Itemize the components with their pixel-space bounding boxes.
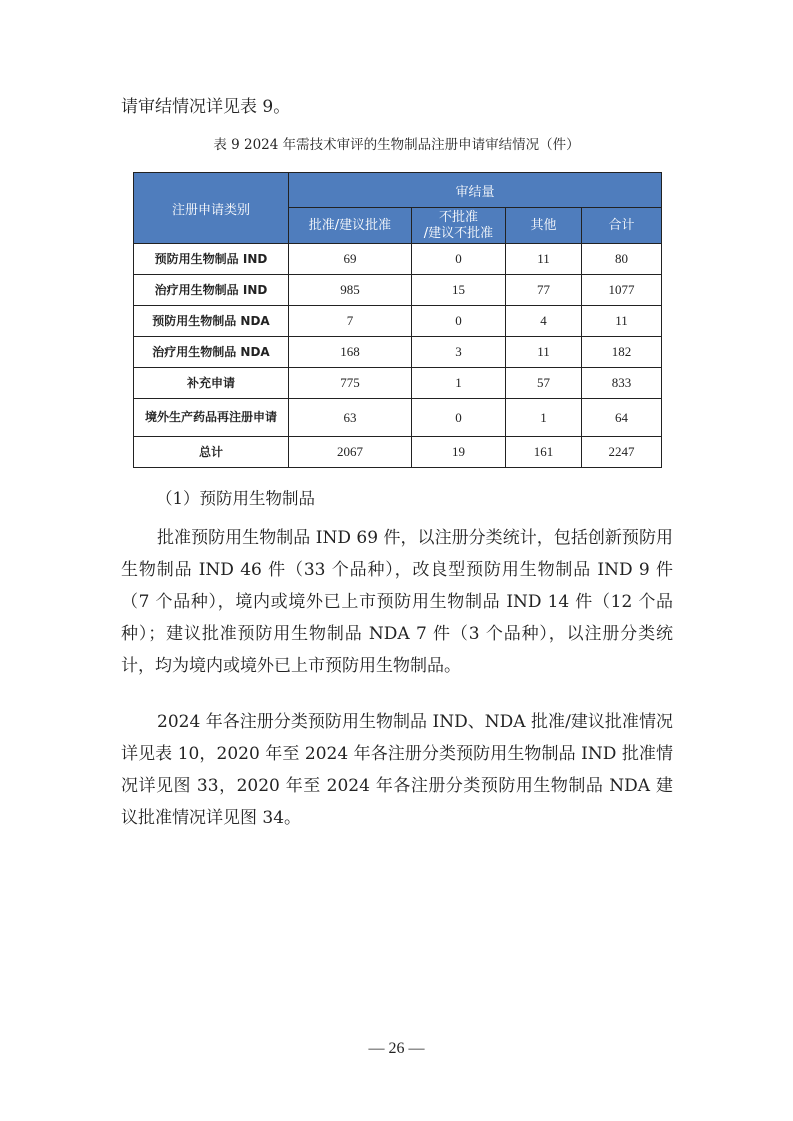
row-category: 总计 <box>134 437 289 468</box>
table-row <box>134 244 662 275</box>
header-other: 其他 <box>506 208 582 244</box>
cell-other: 4 <box>506 306 582 337</box>
paragraph-1 <box>121 522 673 682</box>
table-row-total <box>134 437 662 468</box>
cell-approve: 63 <box>289 399 412 437</box>
cell-reject: 1 <box>412 368 506 399</box>
paragraph-2-text: 2024 年各注册分类预防用生物制品 IND、NDA 批准/建议批准情况详见表 10，2020 年至 2024 年各注册分类预防用生物制品 IND 批准情况详见图 33，2020 年至 2024 年各注册分类预防用生物制品 NDA 建议批准情况详见图 34。 <box>121 712 673 828</box>
section-title: （1）预防用生物制品 <box>156 489 315 508</box>
cell-approve: 168 <box>289 337 412 368</box>
cell-total: 64 <box>582 399 662 437</box>
cell-other: 11 <box>506 244 582 275</box>
cell-reject: 0 <box>412 244 506 275</box>
table-row <box>134 275 662 306</box>
cell-total: 2247 <box>582 437 662 468</box>
header-approve: 批准/建议批准 <box>289 208 412 244</box>
cell-approve: 775 <box>289 368 412 399</box>
header-category: 注册申请类别 <box>134 173 289 244</box>
cell-other: 161 <box>506 437 582 468</box>
header-total: 合计 <box>582 208 662 244</box>
intro-line: 请审结情况详见表 9。 <box>121 97 291 117</box>
row-category: 治疗用生物制品 IND <box>134 275 289 306</box>
cell-other: 11 <box>506 337 582 368</box>
row-category: 补充申请 <box>134 368 289 399</box>
cell-reject: 15 <box>412 275 506 306</box>
cell-reject: 0 <box>412 306 506 337</box>
row-category: 预防用生物制品 NDA <box>134 306 289 337</box>
cell-approve: 985 <box>289 275 412 306</box>
page-number: — 26 — <box>368 1040 425 1057</box>
cell-total: 1077 <box>582 275 662 306</box>
cell-total: 80 <box>582 244 662 275</box>
table-row <box>134 399 662 437</box>
cell-reject: 0 <box>412 399 506 437</box>
header-review-count: 审结量 <box>289 173 662 208</box>
header-reject-line2: /建议不批准 <box>423 225 494 241</box>
cell-total: 11 <box>582 306 662 337</box>
cell-total: 833 <box>582 368 662 399</box>
paragraph-2 <box>121 706 673 834</box>
cell-approve: 7 <box>289 306 412 337</box>
row-category: 境外生产药品再注册申请 <box>134 399 289 437</box>
cell-approve: 2067 <box>289 437 412 468</box>
cell-total: 182 <box>582 337 662 368</box>
table-row <box>134 337 662 368</box>
review-results-table <box>133 172 662 468</box>
row-category: 预防用生物制品 IND <box>134 244 289 275</box>
table-caption: 表 9 2024 年需技术审评的生物制品注册申请审结情况（件） <box>213 137 580 153</box>
paragraph-1-text: 批准预防用生物制品 IND 69 件，以注册分类统计，包括创新预防用生物制品 IND 46 件（33 个品种），改良型预防用生物制品 IND 9 件（7 个品种），境内或境外已上市预防用生物制品 IND 14 件（12 个品种）；建议批准预防用生物制品 NDA 7 件（3 个品种），以注册分类统计，均为境内或境外已上市预防用生物制品。 <box>121 528 673 676</box>
table-row <box>134 368 662 399</box>
cell-reject: 3 <box>412 337 506 368</box>
cell-other: 57 <box>506 368 582 399</box>
cell-reject: 19 <box>412 437 506 468</box>
table-row <box>134 306 662 337</box>
cell-other: 1 <box>506 399 582 437</box>
header-reject-line1: 不批准 <box>438 209 478 225</box>
cell-approve: 69 <box>289 244 412 275</box>
header-reject <box>412 208 506 244</box>
cell-other: 77 <box>506 275 582 306</box>
row-category: 治疗用生物制品 NDA <box>134 337 289 368</box>
